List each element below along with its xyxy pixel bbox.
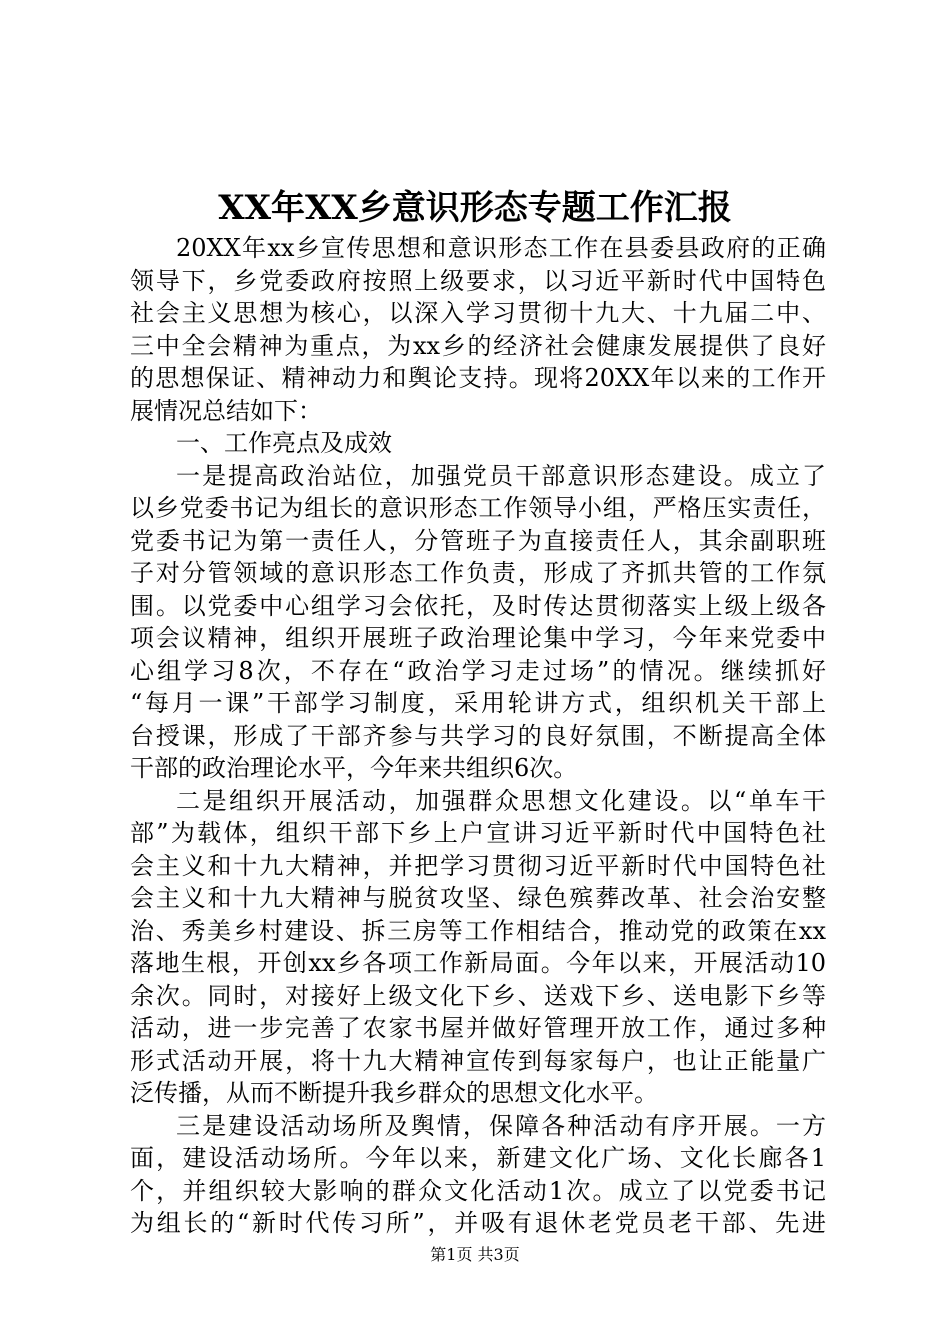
text-line: 围。以党委中心组学习会依托，及时传达贯彻落实上级上级各 (130, 591, 826, 620)
text-line: 以乡党委书记为组长的意识形态工作领导小组，严格压实责任， (130, 494, 826, 522)
text-line: “每月一课”干部学习制度，采用轮讲方式，组织机关干部上 (130, 689, 826, 717)
text-line: 泛传播，从而不断提升我乡群众的思想文化水平。 (130, 1079, 658, 1107)
text-line: 二是组织开展活动，加强群众思想文化建设。以“单车干 (176, 786, 826, 815)
text-line: 治、秀美乡村建设、拆三房等工作相结合，推动党的政策在xx (130, 916, 826, 945)
text-line: 展情况总结如下： (130, 396, 322, 425)
text-line: 干部的政治理论水平，今年来共组织6次。 (130, 754, 578, 782)
text-line: 活动，进一步完善了农家书屋并做好管理开放工作，通过多种 (130, 1014, 826, 1042)
text-line: 为组长的“新时代传习所”，并吸有退休老党员老干部、先进 (130, 1209, 826, 1237)
text-line: 台授课，形成了干部齐参与共学习的良好氛围，不断提高全体 (130, 721, 826, 750)
text-line: 个，并组织较大影响的群众文化活动1次。成立了以党委书记 (130, 1176, 826, 1205)
page-number-footer: 第1页 共3页 (430, 1245, 520, 1264)
text-line: 三是建设活动场所及舆情，保障各种活动有序开展。一方 (176, 1111, 826, 1140)
text-line: 一是提高政治站位，加强党员干部意识形态建设。成立了 (176, 461, 826, 490)
section-heading: 一、工作亮点及成效 (176, 429, 392, 457)
text-line: 社会主义思想为核心，以深入学习贯彻十九大、十九届二中、 (130, 299, 826, 327)
text-line: 项会议精神，组织开展班子政治理论集中学习，今年来党委中 (130, 624, 826, 652)
text-line: 领导下，乡党委政府按照上级要求，以习近平新时代中国特色 (130, 266, 826, 295)
document-body (130, 232, 826, 1240)
text-line: 心组学习8次，不存在“政治学习走过场”的情况。继续抓好 (130, 656, 826, 685)
text-line: 落地生根，开创xx乡各项工作新局面。今年以来，开展活动10 (130, 949, 826, 977)
text-line: 会主义和十九大精神，并把学习贯彻习近平新时代中国特色社 (130, 851, 826, 880)
text-line: 三中全会精神为重点，为xx乡的经济社会健康发展提供了良好 (130, 331, 826, 360)
text-line: 的思想保证、精神动力和舆论支持。现将20XX年以来的工作开 (130, 364, 826, 392)
document-title: XX年XX乡意识形态专题工作汇报 (218, 188, 732, 228)
text-line: 党委书记为第一责任人，分管班子为直接责任人，其余副职班 (130, 526, 826, 555)
text-line: 20XX年xx乡宣传思想和意识形态工作在县委县政府的正确 (176, 234, 826, 262)
text-line: 形式活动开展，将十九大精神宣传到每家每户，也让正能量广 (130, 1046, 826, 1075)
text-line: 会主义和十九大精神与脱贫攻坚、绿色殡葬改革、社会治安整 (130, 884, 826, 912)
text-line: 子对分管领域的意识形态工作负责，形成了齐抓共管的工作氛 (130, 559, 826, 587)
text-line: 余次。同时，对接好上级文化下乡、送戏下乡、送电影下乡等 (130, 981, 826, 1010)
text-line: 面，建设活动场所。今年以来，新建文化广场、文化长廊各1 (130, 1144, 826, 1172)
text-line: 部”为载体，组织干部下乡上户宣讲习近平新时代中国特色社 (130, 819, 826, 847)
